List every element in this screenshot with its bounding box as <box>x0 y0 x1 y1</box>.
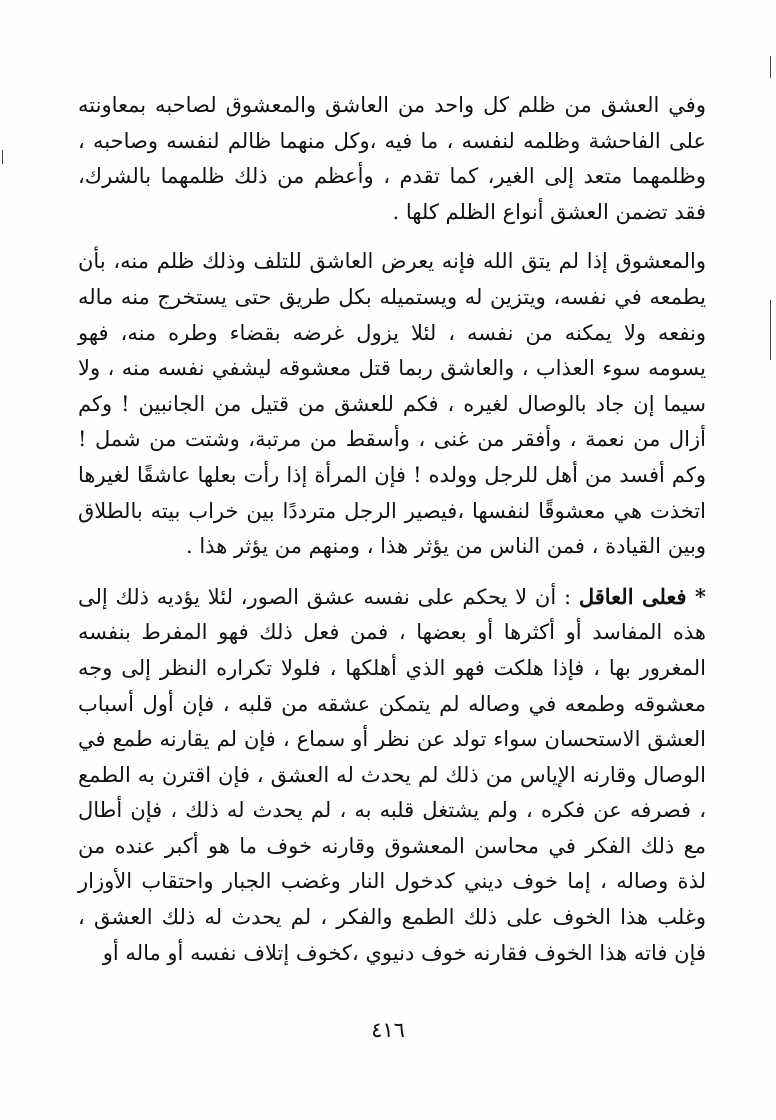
paragraph-2-text: والمعشوق إذا لم يتق الله فإنه يعرض العاشق للتلف وذلك ظلم منه، بأن يطمعه في نفسه، ويتزين له ويستميله بكل طريق حتى يستخرج منه ماله ونفعه ولا يمكنه من نفسه ، لئلا يزول غرضه بقضاء وطره منه، فهو يسومه سوء العذاب ، والعاشق ربما قتل معشوقه ليشفي نفسه منه ، ولا سيما إن جاد بالوصال لغيره ، فكم للعشق من قتيل من الجانبين ! وكم أزال من نعمة ، وأفقر من غنى ، وأسقط من مرتبة، وشتت من شمل ! وكم أفسد من أهل للرجل وولده ! فإن المرأة إذا رأت بعلها عاشقًا لغيرها اتخذت هي معشوقًا لنفسها ،فيصير الرجل مترددًا بين خراب بيته بالطلاق وبين القيادة ، فمن الناس من يؤثر هذا ، ومنهم من يؤثر هذا . <box>78 249 706 559</box>
paragraph-2 <box>78 244 706 564</box>
paragraph-1-text: وفي العشق من ظلم كل واحد من العاشق والمعشوق لصاحبه بمعاونته على الفاحشة وظلمه لنفسه ، ما فيه ،وكل منهما ظالم لنفسه وصاحبه ، وظلمهما متعد إلى الغير، كما تقدم ، وأعظم من ذلك ظلمهما بالشرك، فقد تضمن العشق أنواع الظلم كلها . <box>78 93 706 224</box>
left-edge-mark <box>2 150 3 164</box>
paragraph-1 <box>78 88 706 230</box>
paragraph-3-text: : أن لا يحكم على نفسه عشق الصور، لئلا يؤديه ذلك إلى هذه المفاسد أو أكثرها أو بعضها ، فمن فعل ذلك فهو المفرط بنفسه المغرور بها ، فإذا هلكت فهو الذي أهلكها ، فلولا تكراره النظر إلى وجه معشوقه وطمعه في وصاله لم يتمكن عشقه من قلبه ، فإن أول أسباب العشق الاستحسان سواء تولد عن نظر أو سماع ، فإن لم يقارنه طمع في الوصال وقارنه الإياس من ذلك لم يحدث له العشق ، فإن اقترن به الطمع ، فصرفه عن فكره ، ولم يشتغل قلبه به ، لم يحدث له ذلك ، فإن أطال مع ذلك الفكر في محاسن المعشوق وقارنه خوف ما هو أكبر عنده من لذة وصاله ، إما خوف ديني كدخول النار وغضب الجبار واحتقاب الأوزار وغلب هذا الخوف على ذلك الطمع والفكر ، لم يحدث له ذلك العشق ، فإن فاته هذا الخوف فقارنه خوف دنيوي ،كخوف إتلاف نفسه أو ماله أو <box>78 584 706 965</box>
right-edge-mark <box>770 56 771 78</box>
body-text <box>78 88 706 971</box>
page-number: ٤١٦ <box>371 1018 405 1042</box>
right-edge-mark-lower <box>770 300 771 360</box>
paragraph-3 <box>78 579 706 972</box>
paragraph-3-lead: * فعلى العاقل <box>578 583 706 609</box>
